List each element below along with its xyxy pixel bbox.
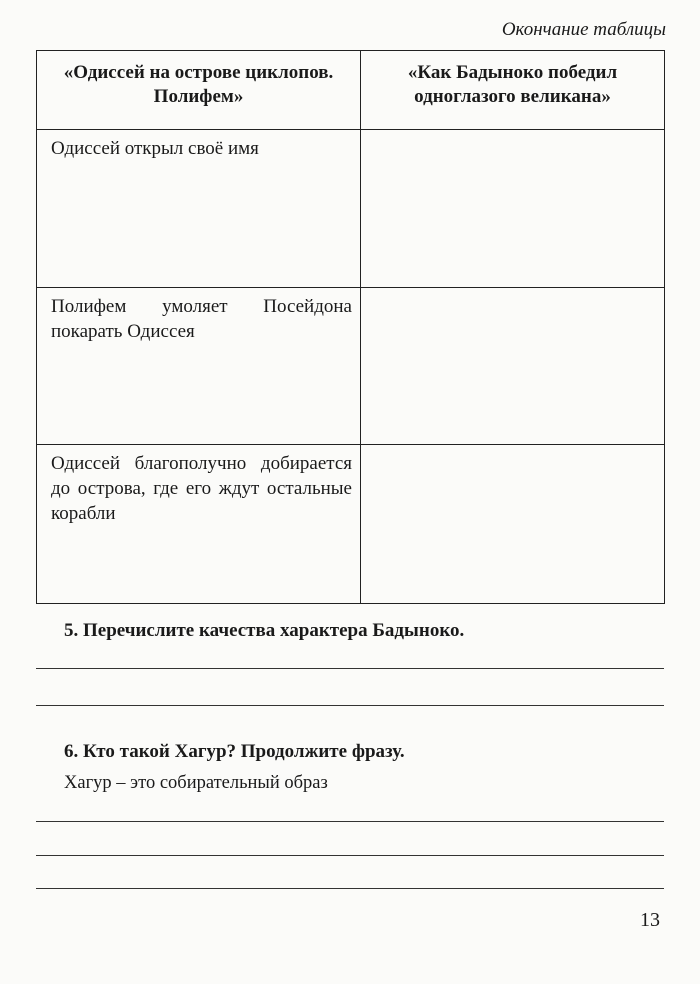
page-number: 13 [640, 909, 660, 931]
question-6: 6. Кто такой Хагур? Продолжите фразу. [64, 741, 405, 762]
table-row [37, 445, 665, 604]
question-5: 5. Перечислите качества характера Бадыноко. [64, 620, 465, 641]
table-continuation-note: Окончание таблицы [501, 19, 666, 40]
table-row [37, 288, 665, 445]
header-badynoko: «Как Бадыноко победил одноглазого великана» [361, 51, 665, 130]
answer-line[interactable] [36, 705, 664, 706]
comparison-table [36, 50, 665, 604]
cell-odyssey-event: Одиссей благополучно добирается до острова, где его ждут остальные корабли [37, 445, 361, 604]
table-header-row [37, 51, 665, 130]
cell-odyssey-event: Полифем умоляет Посейдона покарать Одиссея [37, 288, 361, 445]
question-6-answer-prompt: Хагур – это собирательный образ [64, 773, 328, 793]
cell-badynoko-event[interactable] [361, 445, 665, 604]
answer-line[interactable] [36, 821, 664, 822]
table-row [37, 130, 665, 288]
answer-line[interactable] [36, 888, 664, 889]
header-odyssey: «Одиссей на острове циклопов. Полифем» [37, 51, 361, 130]
answer-line[interactable] [36, 668, 664, 669]
answer-line[interactable] [36, 855, 664, 856]
cell-odyssey-event: Одиссей открыл своё имя [37, 130, 361, 288]
cell-badynoko-event[interactable] [361, 288, 665, 445]
cell-badynoko-event[interactable] [361, 130, 665, 288]
